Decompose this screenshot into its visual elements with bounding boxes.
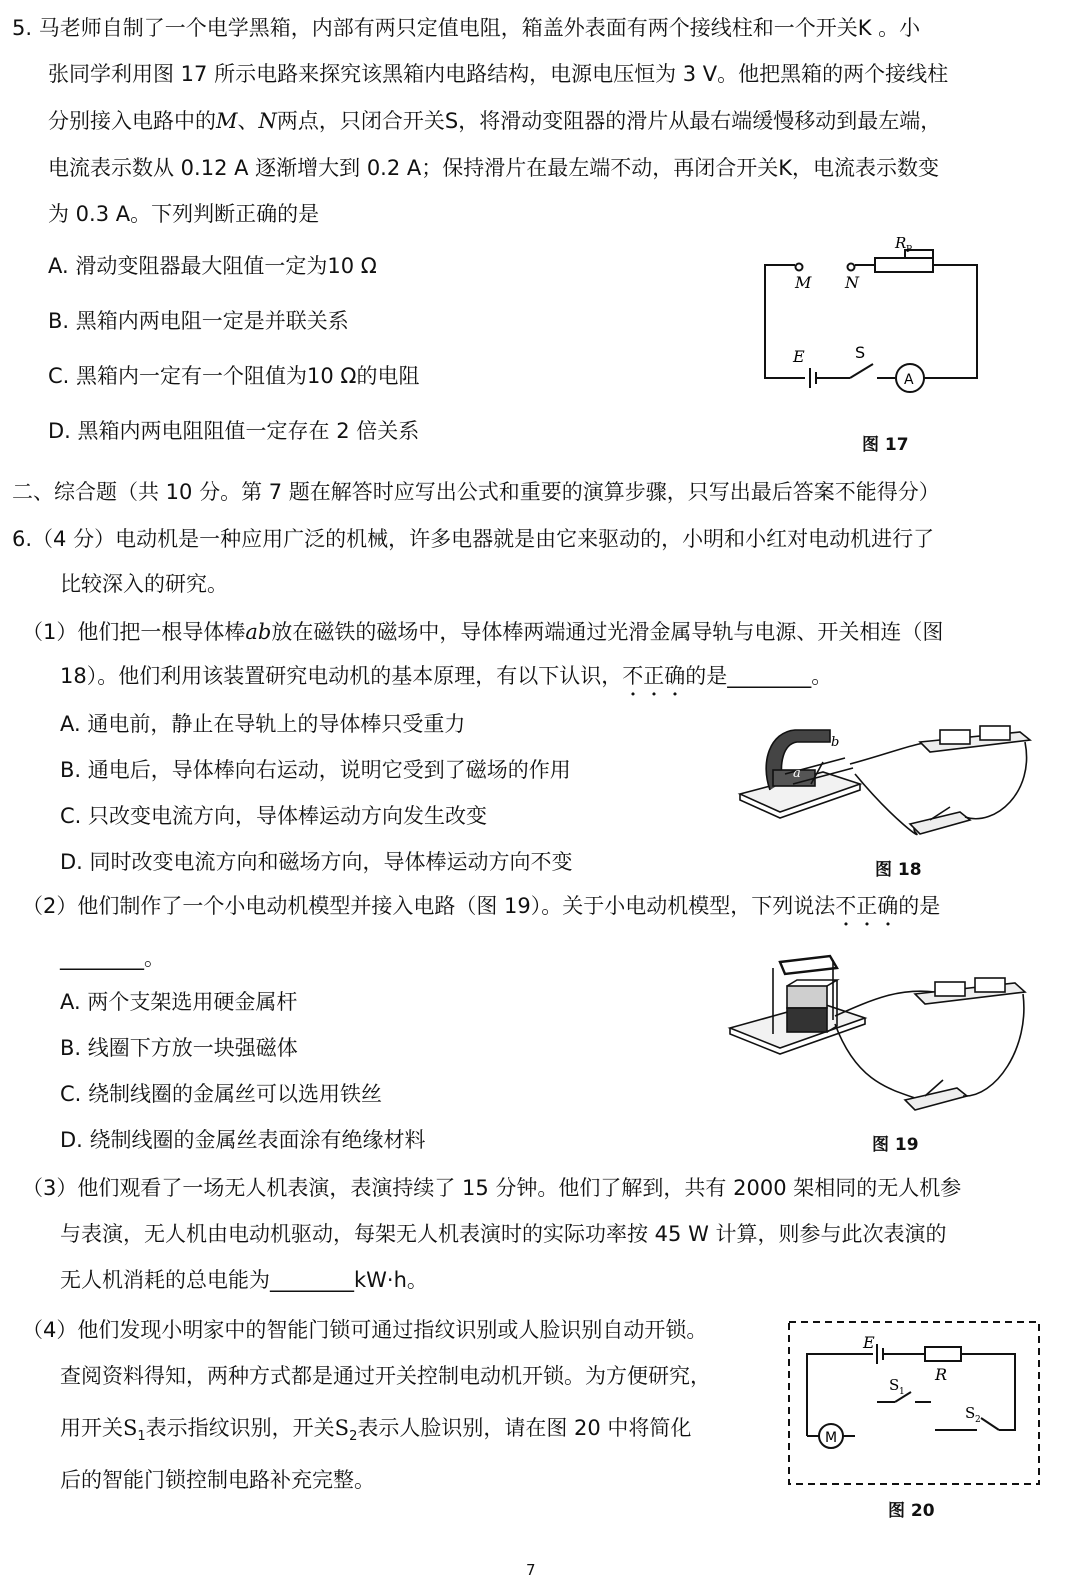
- q6-p2-line-1-post: 的是: [898, 894, 941, 918]
- q6-p1-emphasis: 不正确: [622, 664, 686, 688]
- fig17-label-n: N: [845, 273, 859, 292]
- q6-p4-line-2: 查阅资料得知，两种方式都是通过开关控制电动机开锁。为方便研究，: [60, 1364, 711, 1388]
- figure-18-apparatus: [735, 712, 1035, 857]
- q6-p1-option-d: D. 同时改变电流方向和磁场方向，导体棒运动方向不变: [60, 850, 573, 874]
- figure-17-caption: 图 17: [862, 435, 909, 455]
- q6-p4-line-4: 后的智能门锁控制电路补充完整。: [60, 1468, 375, 1492]
- q5-line-3: [48, 107, 941, 135]
- fig20-label-e: E: [863, 1333, 875, 1352]
- fig17-label-rp-sub: P: [906, 245, 913, 255]
- q6-p1-option-a: A. 通电前，静止在导轨上的导体棒只受重力: [60, 712, 466, 736]
- q5-line-1: 5. 马老师自制了一个电学黑箱，内部有两只定值电阻，箱盖外表面有两个接线柱和一个开关K 。小: [12, 16, 921, 40]
- q5-line-3-pre: 分别接入电路中的: [48, 109, 216, 133]
- q5-line-5: 为 0.3 A。下列判断正确的是: [48, 202, 320, 226]
- fig20-label-s2-sub: 2: [975, 1415, 981, 1425]
- switch-s1-subscript: 1: [137, 1429, 146, 1445]
- fig18-label-b: b: [831, 735, 840, 750]
- q6-p4-line-3-c: 表示人脸识别，请在图 20 中将简化: [357, 1416, 692, 1440]
- q5-option-c: C. 黑箱内一定有一个阻值为10 Ω的电阻: [48, 364, 420, 388]
- q6-p2-line-1: [22, 892, 940, 931]
- fig17-label-e: E: [793, 347, 805, 366]
- q6-p2-option-c: C. 绕制线圈的金属丝可以选用铁丝: [60, 1082, 383, 1106]
- q6-p1-line-1-post: 放在磁铁的磁场中，导体棒两端通过光滑金属导轨与电源、开关相连（图: [271, 620, 944, 644]
- q6-p2-emphasis: 不正确: [835, 894, 899, 918]
- point-n-label: N: [258, 109, 277, 133]
- q5-line-3-post: 两点，只闭合开关S，将滑动变阻器的滑片从最右端缓慢移动到最左端，: [276, 109, 942, 133]
- q6-p4-line-3-a: 用开关: [60, 1416, 123, 1440]
- q5-option-b: B. 黑箱内两电阻一定是并联关系: [48, 309, 349, 333]
- q6-p4-line-3-b: 表示指纹识别，开关: [145, 1416, 335, 1440]
- fig17-label-a: A: [904, 372, 914, 388]
- q6-p1-line-1-pre: （1）他们把一根导体棒: [22, 620, 246, 644]
- figure-19-motor-model: [725, 948, 1035, 1123]
- figure-17-circuit: [755, 230, 995, 430]
- q6-p3-line-1: （3）他们观看了一场无人机表演，表演持续了 15 分钟。他们了解到，共有 2000 架相同的无人机参: [22, 1176, 962, 1200]
- q6-p2-option-d: D. 绕制线圈的金属丝表面涂有绝缘材料: [60, 1128, 426, 1152]
- switch-s2-symbol: S: [334, 1416, 350, 1440]
- page-number: 7: [526, 1561, 536, 1579]
- figure-20-circuit: [785, 1318, 1045, 1490]
- q6-p1-option-b: B. 通电后，导体棒向右运动，说明它受到了磁场的作用: [60, 758, 571, 782]
- q5-option-a: A. 滑动变阻器最大阻值一定为10 Ω: [48, 254, 377, 278]
- q6-p1-line-2-post: 的是________。: [685, 664, 833, 688]
- fig17-label-s: S: [855, 343, 866, 362]
- q6-p3-line-3: 无人机消耗的总电能为________kW·h。: [60, 1268, 428, 1292]
- q6-p2-line-1-pre: （2）他们制作了一个小电动机模型并接入电路（图 19）。关于小电动机模型，下列说法: [22, 894, 836, 918]
- fig20-label-m: M: [825, 1430, 838, 1446]
- q6-p4-line-3: [60, 1414, 691, 1451]
- fig20-label-s1: S: [889, 1376, 900, 1394]
- fig20-label-r: R: [935, 1365, 948, 1384]
- fig17-label-rp: R: [895, 234, 907, 252]
- q6-p1-option-c: C. 只改变电流方向，导体棒运动方向发生改变: [60, 804, 488, 828]
- q6-p1-line-2-pre: 18）。他们利用该装置研究电动机的基本原理，有以下认识，: [60, 664, 623, 688]
- fig20-label-s2: S: [965, 1404, 976, 1422]
- q5-option-d: D. 黑箱内两电阻阻值一定存在 2 倍关系: [48, 419, 420, 443]
- switch-s1-symbol: S: [123, 1416, 138, 1440]
- q6-p4-line-1: （4）他们发现小明家中的智能门锁可通过指纹识别或人脸识别自动开锁。: [22, 1318, 708, 1342]
- q6-p1-line-1: [22, 618, 943, 646]
- q6-p2-option-a: A. 两个支架选用硬金属杆: [60, 990, 298, 1014]
- q5-line-3-sep: 、: [237, 109, 259, 133]
- q6-p2-option-b: B. 线圈下方放一块强磁体: [60, 1036, 298, 1060]
- figure-19-caption: 图 19: [872, 1135, 919, 1155]
- fig20-label-s1-sub: 1: [899, 1387, 905, 1397]
- rod-ab-label: ab: [245, 620, 272, 644]
- q5-line-2: 张同学利用图 17 所示电路来探究该黑箱内电路结构，电源电压恒为 3 V。他把黑箱的两个接线柱: [48, 62, 949, 86]
- q5-line-4: 电流表示数从 0.12 A 逐渐增大到 0.2 A；保持滑片在最左端不动，再闭合开关K，电流表示数变: [48, 156, 940, 180]
- point-m-label: M: [216, 109, 238, 133]
- q6-p3-line-2: 与表演，无人机由电动机驱动，每架无人机表演时的实际功率按 45 W 计算，则参与此次表演的: [60, 1222, 947, 1246]
- fig18-label-a: a: [793, 766, 801, 781]
- q6-p1-line-2: [60, 662, 832, 701]
- q6-line-1: 6.（4 分）电动机是一种应用广泛的机械，许多电器就是由它来驱动的，小明和小红对电动机进行了: [12, 527, 935, 551]
- q6-line-2: 比较深入的研究。: [60, 572, 228, 596]
- figure-20-caption: 图 20: [888, 1501, 935, 1521]
- switch-s2-subscript: 2: [349, 1429, 358, 1445]
- section-2-heading: 二、综合题（共 10 分。第 7 题在解答时应写出公式和重要的演算步骤，只写出最后答案不能得分）: [12, 480, 940, 504]
- q6-p2-line-2: ________。: [60, 946, 165, 970]
- fig17-label-m: M: [795, 273, 812, 292]
- figure-18-caption: 图 18: [875, 860, 922, 880]
